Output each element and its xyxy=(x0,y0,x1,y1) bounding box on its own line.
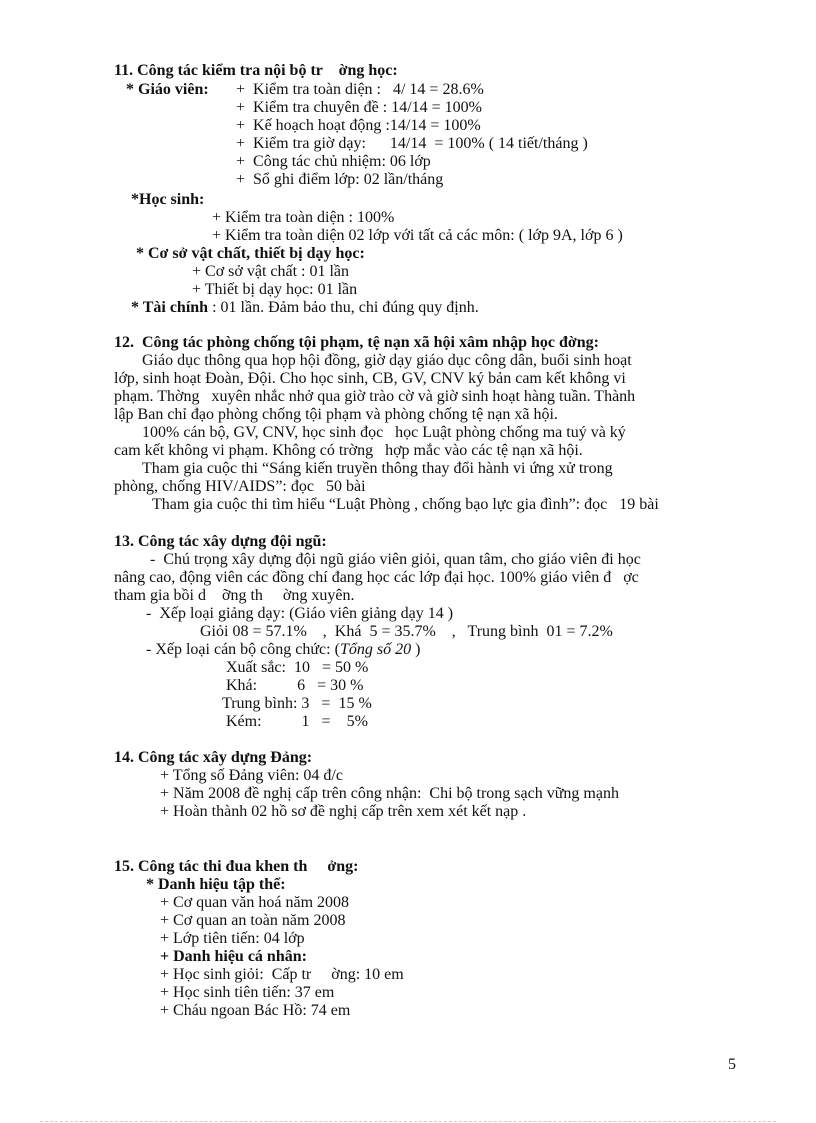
individual-item: + Cháu ngoan Bác Hồ: 74 em xyxy=(160,1002,351,1019)
collective-title-label: * Danh hiệu tập thể: xyxy=(146,876,286,893)
party-item: + Hoàn thành 02 hồ sơ đề nghị cấp trên xem xét kết nạp . xyxy=(160,803,527,820)
teacher-item: + Kiểm tra giờ dạy: 14/14 = 100% ( 14 tiết/tháng ) xyxy=(236,135,588,152)
collective-item: + Cơ quan an toàn năm 2008 xyxy=(160,912,346,929)
facilities-item: + Cơ sở vật chất : 01 lần xyxy=(192,263,350,280)
collective-item: + Lớp tiên tiến: 04 lớp xyxy=(160,930,305,947)
individual-title-label: + Danh hiệu cá nhân: xyxy=(160,948,307,965)
section-13-heading: 13. Công tác xây dựng đội ngũ: xyxy=(114,533,327,550)
civil-grades-total: Tổng số 20 xyxy=(339,641,412,658)
finance-text: : 01 lần. Đảm bảo thu, chi đúng quy định. xyxy=(208,299,479,316)
paragraph-line: phòng, chống HIV/AIDS”: đọc 50 bài xyxy=(114,478,366,495)
paragraph-line: Giáo dục thông qua họp hội đồng, giờ dạy giáo dục công dân, buổi sinh hoạt xyxy=(142,352,632,369)
paragraph-line: phạm. Thờng xuyên nhắc nhở qua giờ trào cờ và giờ sinh hoạt hàng tuần. Thành xyxy=(114,388,636,405)
teachers-label: * Giáo viên: xyxy=(126,81,209,98)
paragraph-line: lớp, sinh hoạt Đoàn, Đội. Cho học sinh, CB, GV, CNV ký bản cam kết không vi xyxy=(114,370,626,387)
paragraph-line: nâng cao, động viên các đồng chí đang học các lớp đại học. 100% giáo viên đ ợc xyxy=(114,569,639,586)
student-item: + Kiểm tra toàn diện : 100% xyxy=(212,209,395,226)
paragraph-line: tham gia bồi d ỡng th ờng xuyên. xyxy=(114,587,355,604)
paragraph-line: - Chú trọng xây dựng đội ngũ giáo viên giỏi, quan tâm, cho giáo viên đi học xyxy=(150,551,641,568)
teacher-item: + Kiểm tra toàn diện : 4/ 14 = 28.6% xyxy=(236,81,484,98)
teaching-grades-line: Giỏi 08 = 57.1% , Khá 5 = 35.7% , Trung bình 01 = 7.2% xyxy=(200,623,613,640)
facilities-item: + Thiết bị dạy học: 01 lần xyxy=(192,281,358,298)
section-15-heading: 15. Công tác thi đua khen th ởng: xyxy=(114,858,359,875)
individual-item: + Học sinh giỏi: Cấp tr ờng: 10 em xyxy=(160,966,404,983)
grade-row: Kém: 1 = 5% xyxy=(226,713,368,730)
paragraph-line: lập Ban chỉ đạo phòng chống tội phạm và phòng chống tệ nạn xã hội. xyxy=(114,406,558,423)
paragraph-line: 100% cán bộ, GV, CNV, học sinh đọc học Luật phòng chống ma tuý và ký xyxy=(142,424,626,441)
section-11-heading: 11. Công tác kiểm tra nội bộ tr ờng học: xyxy=(114,62,398,79)
page-bottom-divider xyxy=(40,1121,776,1122)
civil-servant-grades-title xyxy=(146,641,420,659)
teacher-item: + Công tác chủ nhiệm: 06 lớp xyxy=(236,153,431,170)
collective-item: + Cơ quan văn hoá năm 2008 xyxy=(160,894,350,911)
grade-row: Khá: 6 = 30 % xyxy=(226,677,364,694)
finance-label: * Tài chính xyxy=(131,299,209,316)
paragraph-line: cam kết không vi phạm. Không có trờng hợp mắc vào các tệ nạn xã hội. xyxy=(114,442,583,459)
party-item: + Tổng số Đảng viên: 04 đ/c xyxy=(160,767,343,784)
section-12-heading: 12. Công tác phòng chống tội phạm, tệ nạn xã hội xâm nhập học đờng: xyxy=(114,334,599,351)
finance-line xyxy=(131,299,479,317)
individual-item: + Học sinh tiên tiến: 37 em xyxy=(160,984,335,1001)
grade-row: Trung bình: 3 = 15 % xyxy=(222,695,372,712)
teacher-item: + Kiểm tra chuyên đề : 14/14 = 100% xyxy=(236,99,482,116)
section-14-heading: 14. Công tác xây dựng Đảng: xyxy=(114,749,313,766)
civil-grades-close: ) xyxy=(411,641,421,658)
teacher-item: + Kế hoạch hoạt động :14/14 = 100% xyxy=(236,117,481,134)
paragraph-line: Tham gia cuộc thi “Sáng kiến truyền thông thay đổi hành vi ứng xử trong xyxy=(142,460,613,477)
student-item: + Kiểm tra toàn diện 02 lớp với tất cả các môn: ( lớp 9A, lớp 6 ) xyxy=(212,227,623,244)
facilities-label: * Cơ sở vật chất, thiết bị dạy học: xyxy=(136,245,365,262)
civil-grades-text: - Xếp loại cán bộ công chức: ( xyxy=(146,641,340,658)
grade-row: Xuất sắc: 10 = 50 % xyxy=(226,659,369,676)
party-item: + Năm 2008 đề nghị cấp trên công nhận: Chi bộ trong sạch vững mạnh xyxy=(160,785,619,802)
paragraph-line: Tham gia cuộc thi tìm hiểu “Luật Phòng , chống bạo lực gia đình”: đọc 19 bài xyxy=(152,496,659,513)
paragraph-line: - Xếp loại giảng dạy: (Giáo viên giảng dạy 14 ) xyxy=(146,605,454,622)
page-number: 5 xyxy=(728,1056,736,1073)
students-label: *Học sinh: xyxy=(131,191,205,208)
teacher-item: + Sổ ghi điểm lớp: 02 lần/tháng xyxy=(236,171,444,188)
